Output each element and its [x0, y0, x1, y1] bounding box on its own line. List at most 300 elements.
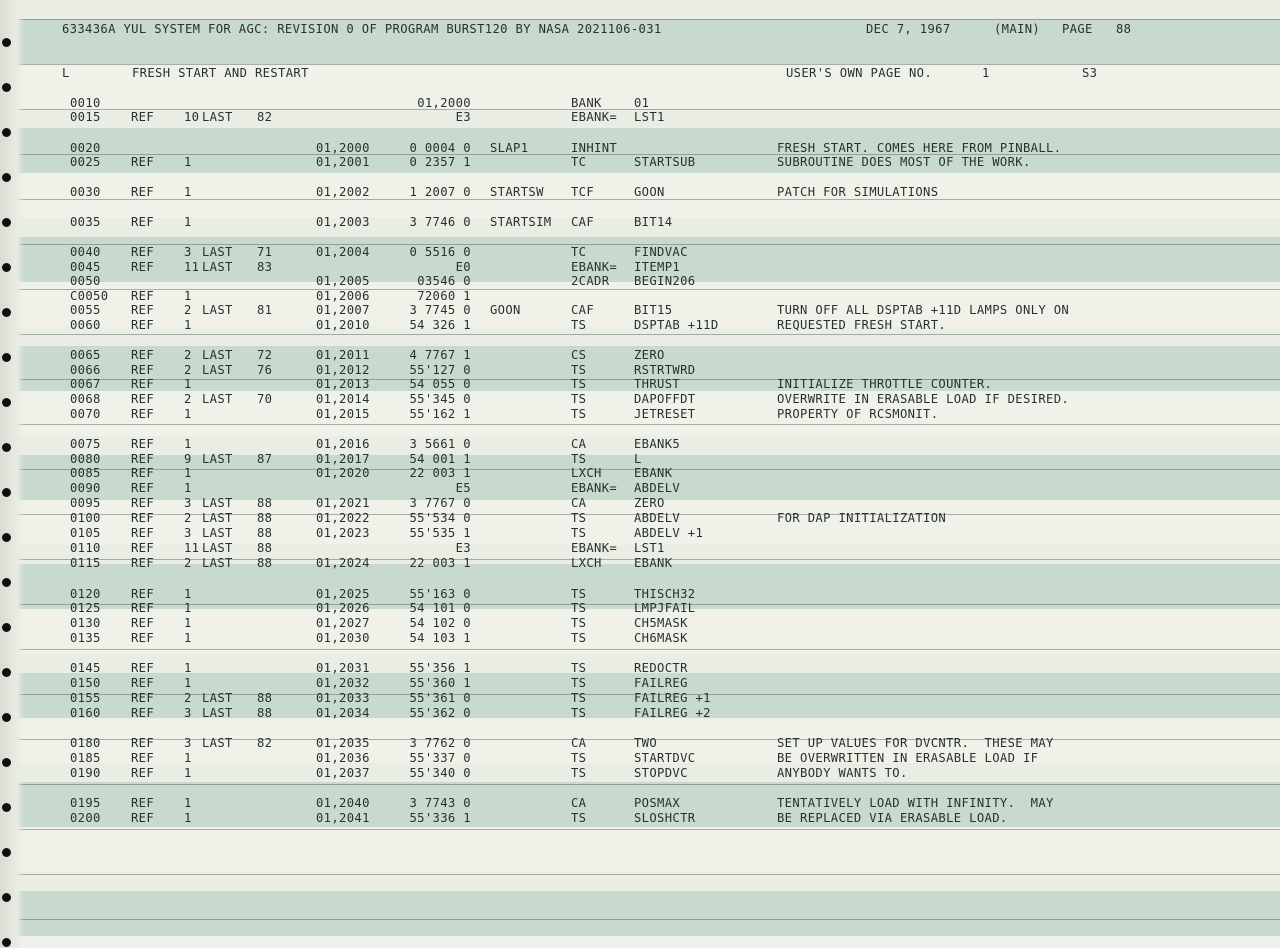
row-refnum: 2 [184, 363, 192, 377]
row-refnum: 1 [184, 289, 192, 303]
row-value: 22 003 1 [409, 556, 471, 570]
row-refnum: 3 [184, 526, 192, 540]
row-value: 55'360 1 [409, 676, 471, 690]
row-last: LAST [202, 496, 233, 510]
row-refnum: 1 [184, 631, 192, 645]
row-operand: LST1 [634, 110, 665, 124]
row-ref: REF [131, 185, 155, 199]
row-comment: PATCH FOR SIMULATIONS [777, 185, 939, 199]
band-line [0, 64, 1280, 65]
row-lastnum: 88 [257, 691, 273, 705]
band-line [0, 199, 1280, 200]
row-op: TS [571, 766, 587, 780]
row-seq: 0150 [70, 676, 101, 690]
subheader-title: FRESH START AND RESTART [132, 66, 309, 80]
row-comment: FRESH START. COMES HERE FROM PINBALL. [777, 141, 1062, 155]
row-seq: 0185 [70, 751, 101, 765]
row-addr: 01,2023 [316, 526, 370, 540]
row-ref: REF [131, 541, 155, 555]
row-addr: 01,2020 [316, 466, 370, 480]
row-operand: THISCH32 [634, 587, 696, 601]
row-ref: REF [131, 601, 155, 615]
row-operand: DAPOFFDT [634, 392, 696, 406]
feed-hole [2, 353, 11, 362]
row-addr: 01,2014 [316, 392, 370, 406]
row-last: LAST [202, 511, 233, 525]
row-value: 55'356 1 [409, 661, 471, 675]
feed-hole [2, 263, 11, 272]
row-op: TC [571, 245, 587, 259]
feed-hole [2, 803, 11, 812]
row-addr: 01,2033 [316, 691, 370, 705]
row-comment: REQUESTED FRESH START. [777, 318, 947, 332]
header-page-number: 88 [1116, 22, 1132, 36]
row-value: 55'534 0 [409, 511, 471, 525]
row-ref: REF [131, 766, 155, 780]
row-ref: REF [131, 377, 155, 391]
row-seq: 0065 [70, 348, 101, 362]
row-ref: REF [131, 526, 155, 540]
row-seq: 0070 [70, 407, 101, 421]
band-line [0, 874, 1280, 875]
row-op: CAF [571, 215, 595, 229]
row-last: LAST [202, 260, 233, 274]
row-addr: 01,2036 [316, 751, 370, 765]
band-line [0, 19, 1280, 20]
row-operand: FINDVAC [634, 245, 688, 259]
row-last: LAST [202, 363, 233, 377]
row-lastnum: 88 [257, 556, 273, 570]
row-refnum: 1 [184, 616, 192, 630]
row-op: TS [571, 511, 587, 525]
row-addr: 01,2034 [316, 706, 370, 720]
row-ref: REF [131, 587, 155, 601]
row-lastnum: 82 [257, 736, 273, 750]
row-op: TS [571, 616, 587, 630]
row-seq: 0080 [70, 452, 101, 466]
row-refnum: 1 [184, 466, 192, 480]
row-last: LAST [202, 245, 233, 259]
row-operand: STARTSUB [634, 155, 696, 169]
row-op: EBANK= [571, 260, 618, 274]
row-refnum: 1 [184, 661, 192, 675]
row-value: 55'362 0 [409, 706, 471, 720]
row-value: 55'162 1 [409, 407, 471, 421]
row-ref: REF [131, 437, 155, 451]
row-operand: FAILREG +1 [634, 691, 711, 705]
feed-hole [2, 38, 11, 47]
row-operand: L [634, 452, 642, 466]
row-value: 72060 1 [417, 289, 471, 303]
row-addr: 01,2040 [316, 796, 370, 810]
row-seq: 0025 [70, 155, 101, 169]
row-seq: 0130 [70, 616, 101, 630]
row-lastnum: 88 [257, 526, 273, 540]
row-last: LAST [202, 110, 233, 124]
row-seq: 0015 [70, 110, 101, 124]
row-op: TS [571, 631, 587, 645]
row-refnum: 2 [184, 691, 192, 705]
row-seq: 0145 [70, 661, 101, 675]
row-addr: 01,2022 [316, 511, 370, 525]
band-line [0, 334, 1280, 335]
subheader-right-code: S3 [1082, 66, 1098, 80]
row-operand: FAILREG +2 [634, 706, 711, 720]
row-lastnum: 70 [257, 392, 273, 406]
row-addr: 01,2005 [316, 274, 370, 288]
row-seq: C0050 [70, 289, 109, 303]
feed-hole [2, 623, 11, 632]
row-seq: 0195 [70, 796, 101, 810]
row-seq: 0115 [70, 556, 101, 570]
row-op: CA [571, 437, 587, 451]
row-addr: 01,2035 [316, 736, 370, 750]
row-addr: 01,2004 [316, 245, 370, 259]
row-label: GOON [490, 303, 521, 317]
row-operand: TWO [634, 736, 658, 750]
row-op: TS [571, 377, 587, 391]
row-ref: REF [131, 215, 155, 229]
feed-hole [2, 173, 11, 182]
row-refnum: 1 [184, 155, 192, 169]
row-ref: REF [131, 110, 155, 124]
row-op: CA [571, 796, 587, 810]
row-refnum: 3 [184, 496, 192, 510]
row-refnum: 9 [184, 452, 192, 466]
row-op: INHINT [571, 141, 618, 155]
row-refnum: 1 [184, 811, 192, 825]
row-comment: SUBROUTINE DOES MOST OF THE WORK. [777, 155, 1031, 169]
row-ref: REF [131, 616, 155, 630]
row-value: 54 103 1 [409, 631, 471, 645]
row-seq: 0068 [70, 392, 101, 406]
row-seq: 0135 [70, 631, 101, 645]
row-value: 55'345 0 [409, 392, 471, 406]
row-operand: REDOCTR [634, 661, 688, 675]
band-line [0, 919, 1280, 920]
row-refnum: 1 [184, 766, 192, 780]
row-addr: 01,2011 [316, 348, 370, 362]
row-ref: REF [131, 661, 155, 675]
row-value: 55'361 0 [409, 691, 471, 705]
row-seq: 0066 [70, 363, 101, 377]
row-seq: 0010 [70, 96, 101, 110]
feed-hole [2, 758, 11, 767]
row-value: 1 2007 0 [409, 185, 471, 199]
row-refnum: 10 [184, 110, 200, 124]
feed-hole [2, 308, 11, 317]
row-seq: 0035 [70, 215, 101, 229]
row-seq: 0020 [70, 141, 101, 155]
row-operand: ZERO [634, 348, 665, 362]
row-comment: INITIALIZE THROTTLE COUNTER. [777, 377, 993, 391]
row-value: 54 102 0 [409, 616, 471, 630]
feed-hole [2, 533, 11, 542]
row-value: E5 [455, 481, 471, 495]
row-ref: REF [131, 392, 155, 406]
row-ref: REF [131, 407, 155, 421]
row-refnum: 1 [184, 587, 192, 601]
row-value: 0 2357 1 [409, 155, 471, 169]
row-operand: SLOSHCTR [634, 811, 696, 825]
row-lastnum: 82 [257, 110, 273, 124]
row-lastnum: 81 [257, 303, 273, 317]
row-seq: 0125 [70, 601, 101, 615]
row-lastnum: 88 [257, 511, 273, 525]
row-label: SLAP1 [490, 141, 529, 155]
row-seq: 0120 [70, 587, 101, 601]
row-seq: 0110 [70, 541, 101, 555]
row-addr: 01,2015 [316, 407, 370, 421]
row-lastnum: 83 [257, 260, 273, 274]
row-operand: RSTRTWRD [634, 363, 696, 377]
feed-hole [2, 218, 11, 227]
row-seq: 0095 [70, 496, 101, 510]
row-op: TS [571, 691, 587, 705]
row-seq: 0105 [70, 526, 101, 540]
row-seq: 0155 [70, 691, 101, 705]
feed-hole [2, 938, 11, 947]
row-comment: OVERWRITE IN ERASABLE LOAD IF DESIRED. [777, 392, 1070, 406]
row-addr: 01,2041 [316, 811, 370, 825]
row-operand: EBANK [634, 556, 673, 570]
row-lastnum: 88 [257, 541, 273, 555]
row-ref: REF [131, 676, 155, 690]
row-refnum: 1 [184, 481, 192, 495]
row-seq: 0050 [70, 274, 101, 288]
feed-hole [2, 848, 11, 857]
row-op: EBANK= [571, 481, 618, 495]
row-op: CAF [571, 303, 595, 317]
row-op: TS [571, 587, 587, 601]
row-addr: 01,2000 [316, 141, 370, 155]
row-ref: REF [131, 363, 155, 377]
feed-hole [2, 128, 11, 137]
row-op: TS [571, 706, 587, 720]
row-lastnum: 72 [257, 348, 273, 362]
row-value: 55'163 0 [409, 587, 471, 601]
row-addr: 01,2025 [316, 587, 370, 601]
row-ref: REF [131, 811, 155, 825]
row-operand: STARTDVC [634, 751, 696, 765]
row-ref: REF [131, 303, 155, 317]
row-lastnum: 76 [257, 363, 273, 377]
row-refnum: 1 [184, 751, 192, 765]
row-value: 01,2000 [417, 96, 471, 110]
row-ref: REF [131, 452, 155, 466]
row-seq: 0030 [70, 185, 101, 199]
row-op: TC [571, 155, 587, 169]
row-ref: REF [131, 466, 155, 480]
row-ref: REF [131, 289, 155, 303]
row-operand: ZERO [634, 496, 665, 510]
row-seq: 0100 [70, 511, 101, 525]
row-ref: REF [131, 751, 155, 765]
row-ref: REF [131, 318, 155, 332]
row-seq: 0045 [70, 260, 101, 274]
row-ref: REF [131, 631, 155, 645]
row-ref: REF [131, 556, 155, 570]
row-seq: 0040 [70, 245, 101, 259]
row-lastnum: 87 [257, 452, 273, 466]
row-refnum: 3 [184, 706, 192, 720]
row-operand: ABDELV [634, 481, 681, 495]
row-addr: 01,2002 [316, 185, 370, 199]
row-addr: 01,2007 [316, 303, 370, 317]
row-operand: BEGIN206 [634, 274, 696, 288]
row-value: E0 [455, 260, 471, 274]
row-addr: 01,2024 [316, 556, 370, 570]
row-ref: REF [131, 691, 155, 705]
row-addr: 01,2016 [316, 437, 370, 451]
row-refnum: 1 [184, 676, 192, 690]
row-value: 3 7767 0 [409, 496, 471, 510]
row-operand: CH6MASK [634, 631, 688, 645]
row-refnum: 2 [184, 392, 192, 406]
row-last: LAST [202, 526, 233, 540]
row-value: 4 7767 1 [409, 348, 471, 362]
row-ref: REF [131, 155, 155, 169]
row-addr: 01,2006 [316, 289, 370, 303]
row-operand: JETRESET [634, 407, 696, 421]
row-lastnum: 88 [257, 706, 273, 720]
row-value: 55'336 1 [409, 811, 471, 825]
row-op: CA [571, 496, 587, 510]
feed-hole [2, 488, 11, 497]
row-refnum: 1 [184, 185, 192, 199]
band-line [0, 424, 1280, 425]
feed-hole [2, 398, 11, 407]
row-seq: 0055 [70, 303, 101, 317]
row-ref: REF [131, 736, 155, 750]
row-refnum: 2 [184, 303, 192, 317]
band-line [0, 829, 1280, 830]
row-seq: 0160 [70, 706, 101, 720]
subheader-own-page-number: 1 [982, 66, 990, 80]
row-op: EBANK= [571, 110, 618, 124]
row-operand: DSPTAB +11D [634, 318, 719, 332]
row-value: 3 5661 0 [409, 437, 471, 451]
row-last: LAST [202, 556, 233, 570]
row-op: TS [571, 392, 587, 406]
row-comment: BE REPLACED VIA ERASABLE LOAD. [777, 811, 1008, 825]
row-op: 2CADR [571, 274, 610, 288]
row-ref: REF [131, 706, 155, 720]
row-operand: BIT15 [634, 303, 673, 317]
row-addr: 01,2001 [316, 155, 370, 169]
row-operand: GOON [634, 185, 665, 199]
row-op: TS [571, 407, 587, 421]
row-op: TS [571, 452, 587, 466]
row-addr: 01,2030 [316, 631, 370, 645]
row-op: TS [571, 751, 587, 765]
row-ref: REF [131, 481, 155, 495]
row-last: LAST [202, 736, 233, 750]
feed-hole [2, 578, 11, 587]
feed-hole [2, 713, 11, 722]
row-comment: ANYBODY WANTS TO. [777, 766, 908, 780]
row-comment: FOR DAP INITIALIZATION [777, 511, 947, 525]
row-addr: 01,2037 [316, 766, 370, 780]
row-seq: 0060 [70, 318, 101, 332]
row-operand: 01 [634, 96, 650, 110]
row-value: 55'127 0 [409, 363, 471, 377]
row-operand: ABDELV [634, 511, 681, 525]
row-op: TS [571, 526, 587, 540]
row-last: LAST [202, 452, 233, 466]
row-value: E3 [455, 541, 471, 555]
row-operand: LMPJFAIL [634, 601, 696, 615]
row-value: 54 326 1 [409, 318, 471, 332]
row-lastnum: 71 [257, 245, 273, 259]
row-operand: POSMAX [634, 796, 681, 810]
row-seq: 0067 [70, 377, 101, 391]
row-last: LAST [202, 706, 233, 720]
row-seq: 0200 [70, 811, 101, 825]
row-seq: 0090 [70, 481, 101, 495]
row-refnum: 1 [184, 318, 192, 332]
row-comment: BE OVERWRITTEN IN ERASABLE LOAD IF [777, 751, 1039, 765]
row-operand: ABDELV +1 [634, 526, 704, 540]
row-refnum: 1 [184, 407, 192, 421]
band-line [0, 649, 1280, 650]
row-addr: 01,2026 [316, 601, 370, 615]
row-value: E3 [455, 110, 471, 124]
row-comment: SET UP VALUES FOR DVCNTR. THESE MAY [777, 736, 1054, 750]
row-ref: REF [131, 245, 155, 259]
row-value: 54 055 0 [409, 377, 471, 391]
row-seq: 0190 [70, 766, 101, 780]
row-comment: PROPERTY OF RCSMONIT. [777, 407, 939, 421]
row-addr: 01,2010 [316, 318, 370, 332]
feed-hole [2, 668, 11, 677]
row-op: TS [571, 811, 587, 825]
row-refnum: 2 [184, 511, 192, 525]
row-operand: STOPDVC [634, 766, 688, 780]
row-value: 3 7762 0 [409, 736, 471, 750]
row-operand: ITEMP1 [634, 260, 681, 274]
row-value: 54 001 1 [409, 452, 471, 466]
row-operand: BIT14 [634, 215, 673, 229]
row-last: LAST [202, 691, 233, 705]
row-comment: TENTATIVELY LOAD WITH INFINITY. MAY [777, 796, 1054, 810]
row-value: 03546 0 [417, 274, 471, 288]
row-value: 0 0004 0 [409, 141, 471, 155]
row-op: TCF [571, 185, 595, 199]
row-value: 3 7745 0 [409, 303, 471, 317]
row-op: TS [571, 661, 587, 675]
header-date: DEC 7, 1967 [866, 22, 951, 36]
row-refnum: 2 [184, 556, 192, 570]
row-refnum: 1 [184, 437, 192, 451]
row-ref: REF [131, 260, 155, 274]
row-addr: 01,2032 [316, 676, 370, 690]
row-addr: 01,2003 [316, 215, 370, 229]
row-addr: 01,2021 [316, 496, 370, 510]
row-refnum: 1 [184, 601, 192, 615]
row-refnum: 3 [184, 245, 192, 259]
row-op: CA [571, 736, 587, 750]
row-op: BANK [571, 96, 602, 110]
row-operand: LST1 [634, 541, 665, 555]
header-section: (MAIN) [994, 22, 1041, 36]
row-value: 55'340 0 [409, 766, 471, 780]
subheader-left-code: L [62, 66, 70, 80]
header-page-label: PAGE [1062, 22, 1093, 36]
row-value: 3 7743 0 [409, 796, 471, 810]
row-value: 55'337 0 [409, 751, 471, 765]
row-ref: REF [131, 496, 155, 510]
